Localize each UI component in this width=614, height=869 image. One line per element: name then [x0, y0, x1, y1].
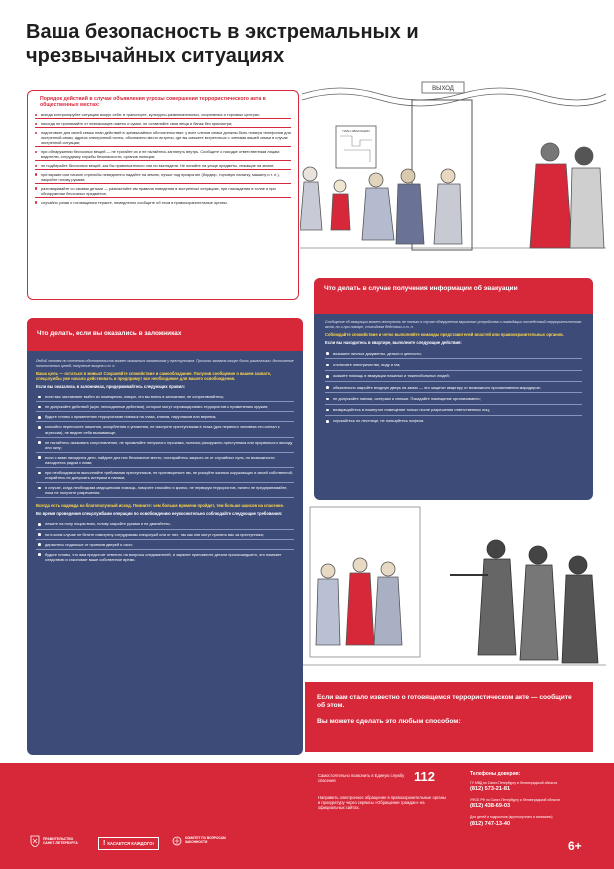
rescue-rule: будьте готовы, что вам предстоит ответить на вопросы следователей, и заранее припомните детали произошедшего, это поможет следствию и сэкономит ваше собственное время. — [36, 550, 294, 564]
evacuation-header: Что делать в случае получения информации об эвакуации — [314, 278, 593, 314]
hostage-header: Что делать, если вы оказались в заложниках — [27, 318, 303, 351]
hostage-panel — [27, 318, 303, 755]
report-box — [305, 682, 593, 752]
hostages-group — [316, 558, 402, 645]
hotlines-list — [470, 781, 600, 827]
hostage-illustration — [300, 505, 606, 683]
gov-logo — [30, 835, 83, 847]
emblem-icon — [172, 835, 182, 847]
evacuation-step: возвращайтесь в покинутое помещение только после разрешения ответственных лиц; — [325, 405, 582, 416]
evacuation-plan-label: ПЛАН ЭВАКУАЦИИ — [342, 129, 370, 133]
rescue-rule: лежите на полу лицом вниз, голову закройте руками и не двигайтесь; — [36, 519, 294, 529]
evacuation-step: спускайтесь по лестнице, не пользуйтесь лифтом. — [325, 416, 582, 426]
evacuation-step: не допускайте паники, истерики и спешки. Покидайте помещение организованно; — [325, 393, 582, 404]
footer — [0, 763, 614, 869]
send-text: Направить электронное обращение в правоохранительные органы и прокуратуру через сервисы «Обращение граждан» на официальных сайтах. — [318, 795, 446, 811]
call-number: 112 — [414, 769, 435, 784]
campaign-logo — [98, 837, 159, 850]
terror-threat-item: всегда контролируйте ситуацию вокруг себя: в транспорте, культурно-развлекательных, спортивных и торговых центрах; — [35, 111, 291, 120]
hotline-phone: (812) 747-13-40 — [470, 820, 511, 827]
report-line1: Если вам стало известно о готовящемся террористическом акте — сообщите об этом. — [317, 694, 572, 709]
hostage-rule: будьте готовы к применению террористами повязок на глаза, кляпов, наручников или веревок; — [36, 412, 294, 422]
gov-logo-text: ПРАВИТЕЛЬСТВО САНКТ-ПЕТЕРБУРГА — [43, 837, 78, 845]
hotline-org: Для детей и подростков (круглосуточно и анонимно) — [470, 815, 553, 820]
hostage-rule: не пытайтесь оказывать сопротивление, не проявляйте ненужного героизма, пытаясь разоружить преступника или прорваться к выходу или окну; — [36, 438, 294, 453]
special-forces-group — [450, 540, 598, 663]
hotline-org: ГУ МВД по Санкт-Петербургу и Ленинградской области — [470, 781, 558, 785]
terror-threat-item: не подбирайте бесхозных вещей, как бы привлекательно они ни выглядели. Не пинайте на улице предметы, лежащие на земле; — [35, 161, 291, 170]
rescue-rule: ни в коем случае не бегите навстречу сотрудникам спецслужб или от них, так как они могут принять вас за преступника; — [36, 530, 294, 540]
terror-threat-item: никогда не принимайте от незнакомцев пакеты и сумки, не оставляйте свои вещи и багаж без присмотра; — [35, 119, 291, 128]
campaign-logo-text: КАСАЕТСЯ КАЖДОГО! — [107, 841, 154, 846]
committee-logo-text: КОМИТЕТ ПО ВОПРОСАМ ЗАКОННОСТИ — [185, 836, 226, 844]
hostage-hope: Всегда есть надежда на благополучный исход. Помните: чем больше времени пройдет, тем больше шансов на спасение. — [36, 503, 284, 509]
hostage-rule: спокойно переносите лишения, оскорбления и унижения, не смотрите преступникам в глаза (для нервного человека это сигнал к агрессии), не ведите себя вызывающе; — [36, 422, 294, 437]
evacuation-step: отключите электричество, воду и газ; — [325, 359, 582, 370]
hotlines-title: Телефоны доверия: — [470, 771, 521, 777]
evacuation-illustration — [300, 80, 606, 280]
age-rating: 6+ — [568, 839, 582, 853]
terror-threat-item: случайно узнав о готовящемся теракте, немедленно сообщите об этом в правоохранительные органы. — [35, 198, 291, 206]
evacuation-calm: Соблюдайте спокойствие и четко выполняйте команды представителей властей или правоохранительных органов. — [325, 332, 564, 338]
hotline-phone: (812) 573-21-81 — [470, 786, 511, 793]
exit-sign-text: ВЫХОД — [432, 86, 454, 92]
terror-threat-item: подготовьте для своей семьи план действий в чрезвычайных обстоятельствах: у всех членов семьи должны быть номера телефонов для экстренной связи, адреса электронной почты, обозначено место встречи, где вы сможете встретиться с членами вашей семьи в случае экстренной ситуации; — [35, 128, 291, 147]
hostage-rule: при необходимости выполняйте требования преступников, не противоречьте им, не рискуйте жизнью окружающих и своей собственной, старайтесь не допускать истерики и паники; — [36, 468, 294, 483]
evacuation-step: возьмите личные документы, деньги и ценности; — [325, 348, 582, 359]
terror-threat-item: при обнаружении бесхозных вещей — не трогайте их и не пытайтесь заглянуть внутрь. Сообщите о находке ответственным лицам: водителю, сотруднику службы безопасности, органов полиции; — [35, 147, 291, 161]
terror-threat-item: при взрыве или начале стрельбы немедленно падайте на землю, лучше под прикрытие (бордюр, торговую палатку, машину и т. п.), накройте голову руками; — [35, 170, 291, 184]
rescue-rule: держитесь подальше от проемов дверей и окон; — [36, 540, 294, 550]
hostage-lead: Если вы оказались в заложниках, придерживайтесь следующих правил: — [36, 384, 186, 390]
exclamation-icon: ! — [103, 840, 106, 847]
evacuation-step: обязательно закройте входную дверь на замок — это защитит квартиру от возможного проникновения мародеров; — [325, 382, 582, 393]
hotline-phone: (812) 438-69-03 — [470, 803, 511, 810]
hostage-rule: не допускайте действий (шум, неосиданные действия), которые могут спровоцировать террористов к применению оружия; — [36, 402, 294, 412]
hostage-lead2: Во время проведения спецслужбами операции по освобождению неукоснительно соблюдайте следующие требования: — [36, 511, 283, 517]
hostage-intro: Любой человек по стечению обстоятельств может оказаться заложником у преступников. Причины захвата могут быть различными: достижение политических целей, получение выкупа и т. п. — [36, 359, 294, 368]
committee-logo — [172, 835, 229, 847]
terror-threat-item: разговаривайте со своими детьми — разъясняйте им правила поведения в экстренных ситуациях, при нахождении в толпе и при обнаружении бесхозных предметов; — [35, 184, 291, 198]
hostage-rule: если вас заставляют выйти из помещения, говоря, что вы взяты в заложники, не сопротивляйтесь; — [36, 392, 294, 402]
call-text: Самостоятельно позвонить в Единую службу спасения — [318, 773, 405, 784]
hostage-goal: Ваша цель — остаться в живых! Сохраняйте спокойствие и самообладание. Получив сообщение о вашем захвате, спецслужбы уже начали действовать и предпримут все необходимое для вашего освобождения. — [36, 371, 272, 382]
coat-of-arms-icon — [30, 835, 40, 847]
hostage-rule: в случае, когда необходима медицинская помощь, говорите спокойно и кратко, не нервируя террористов, ничего не предпринимайте, пока не получите разрешения. — [36, 483, 294, 498]
report-line2: Вы можете сделать это любым способом: — [317, 718, 461, 725]
evacuation-lead: Если вы находитесь в квартире, выполните следующие действия: — [325, 340, 462, 346]
evacuation-intro: Сообщение об эвакуации может поступить не только в случае обнаружения взрывного устройства и ликвидации последствий террористического акта, но и при пожаре, стихийном бедствии и т. п. — [325, 320, 582, 329]
terror-threat-header: Порядок действий в случае объявления угрозы совершения террористического акта в общественных местах: — [40, 96, 266, 109]
terror-threat-box — [27, 90, 299, 300]
evacuation-step: окажите помощь в эвакуации пожилых и тяжелобольных людей; — [325, 371, 582, 382]
hotline-org: УФСБ РФ по Санкт-Петербургу и Ленинградской области — [470, 798, 561, 803]
evacuation-panel — [314, 278, 593, 500]
hostage-rule: если с вами находятся дети, найдите для них безопасное место, постарайтесь закрыть их от случайных пуль, по возможности находитесь рядом с ними; — [36, 453, 294, 468]
page-title: Ваша безопасность в экстремальных и чрезвычайных ситуациях — [26, 21, 419, 67]
